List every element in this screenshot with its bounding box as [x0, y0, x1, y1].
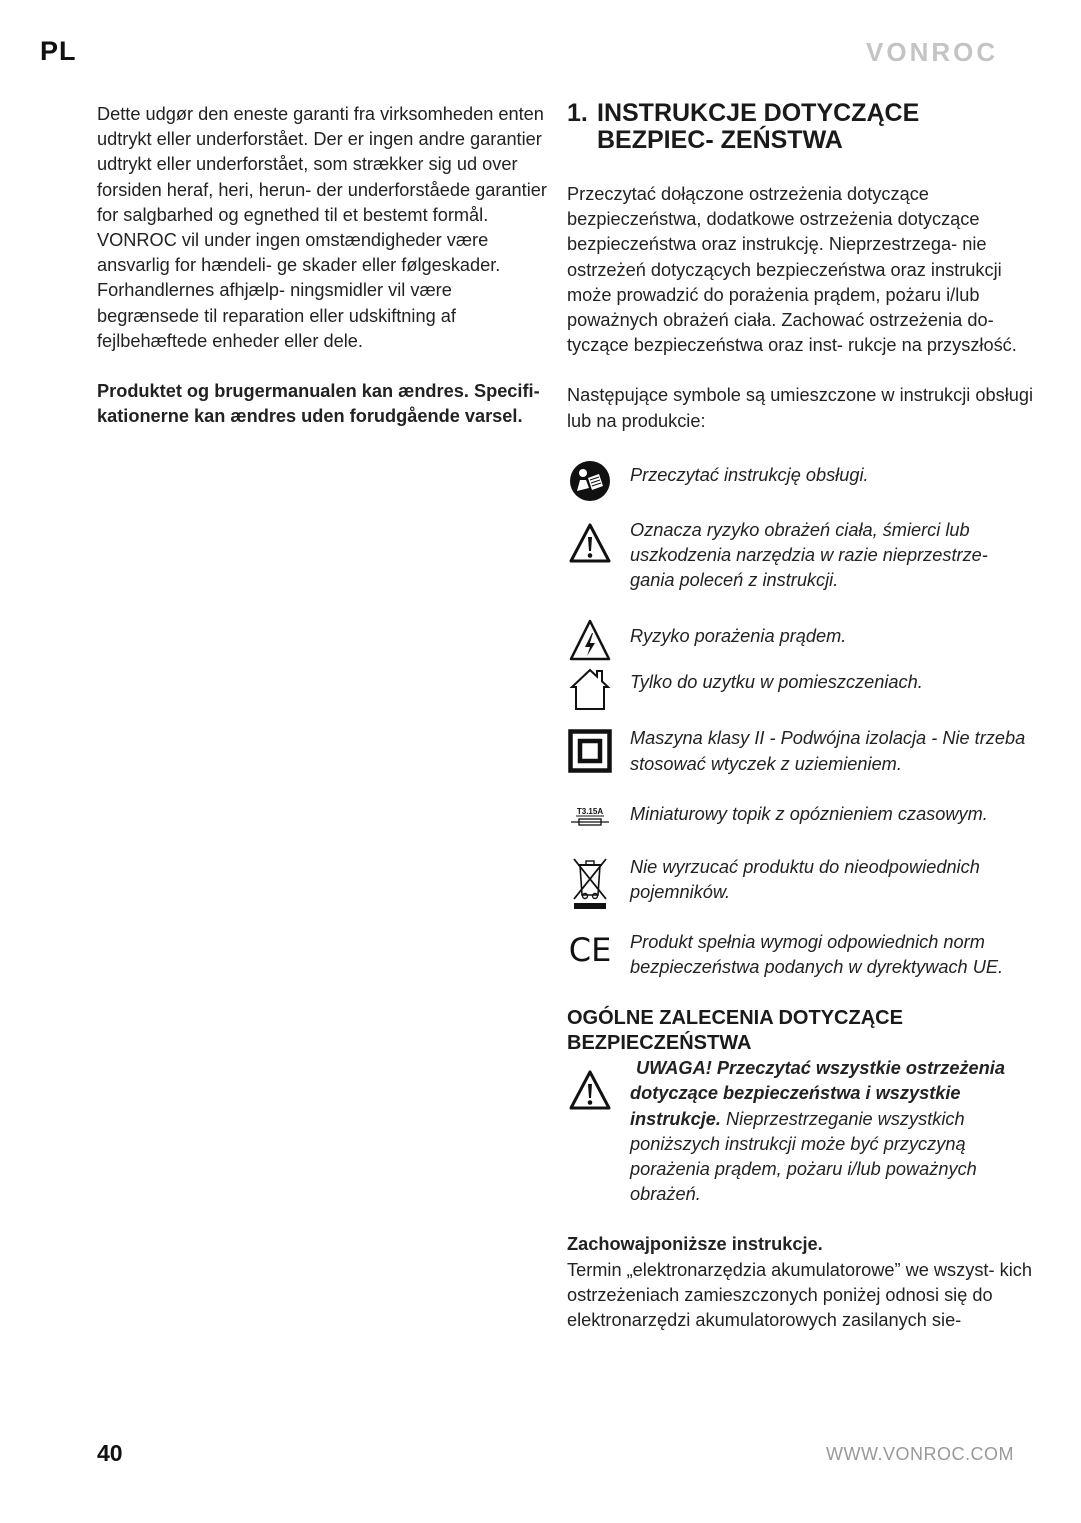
symbol-row	[567, 518, 1037, 594]
svg-text:T3.15A: T3.15A	[576, 806, 604, 816]
symbol-row	[567, 666, 1037, 712]
symbol-text: Produkt spełnia wymogi odpowiednich norm bezpieczeństwa podanych w dyrektywach UE.	[630, 931, 1004, 978]
warning-block	[567, 1056, 1037, 1207]
symbol-row	[567, 930, 1037, 980]
warranty-paragraph: Dette udgør den eneste garanti fra virksomheden enten udtrykt eller underforstået. Der er ingen andre garantier udtrykt eller underforstået, som strækker sig ud over forsiden heraf, heri, herun- der underforståede garantier for salgbarhed og egnethed til et bestemt formål. VONROC vil under ingen omstændigheder være ansvarlig for hændeli- ge skader eller følgeskader. Forhandlernes afhjælp- ningsmidler vil være begrænsede til reparation eller udskiftning af fejlbehæftede enheder eller dele.	[97, 104, 547, 351]
symbol-text: Oznacza ryzyko obrażeń ciała, śmierci lub uszkodzenia narzędzia w razie nieprzestrze- gania poleceń z instrukcji.	[630, 519, 988, 591]
warning-bold: UWAGA! Przeczytać wszystkie ostrzeżenia dotyczące bezpieczeństwa i wszystkie instrukcje.	[630, 1058, 1005, 1129]
left-column	[97, 102, 552, 429]
symbol-row	[567, 726, 1037, 776]
svg-text:CE: CE	[568, 932, 612, 965]
symbol-text: Miniaturowy topik z opóznieniem czasowym.	[630, 803, 988, 824]
symbol-row	[567, 855, 1037, 911]
weee-bin-icon	[567, 855, 613, 911]
section-heading	[567, 100, 1037, 154]
symbol-text: Ryzyko porażenia prądem.	[630, 626, 847, 647]
class-ii-icon	[567, 726, 613, 773]
ce-mark-icon	[567, 930, 613, 965]
symbol-text: Nie wyrzucać produktu do nieodpowiednich pojemników.	[630, 856, 980, 903]
symbol-row	[567, 802, 1037, 830]
right-column	[567, 100, 1037, 1333]
warning-triangle-icon	[567, 1056, 613, 1111]
term-paragraph: Termin „elektronarzędzia akumulatorowe” we wszyst- kich ostrzeżeniach zamieszczonych poniżej odnosi się do elektronarzędzi akumulatorowych zasilanych sie-	[567, 1259, 1032, 1331]
section-number: 1.	[567, 99, 588, 127]
read-manual-icon	[567, 460, 613, 502]
section-title: INSTRUKCJE DOTYCZĄCE BEZPIEC- ZEŃSTWA	[597, 99, 920, 154]
keep-instructions-title: Zachowajponiższe instrukcje.	[567, 1234, 823, 1255]
vonroc-logo	[866, 37, 1016, 67]
symbols-intro: Następujące symbole są umieszczone w instrukcji obsługi lub na produkcie:	[567, 385, 1034, 431]
intro-paragraph: Przeczytać dołączone ostrzeżenia dotyczące bezpieczeństwa, dodatkowe ostrzeżenia dotyczące bezpieczeństwa oraz instrukcję. Nieprzestrzega- nie ostrzeżeń dotyczących bezpieczeństwa oraz instrukcji może prowadzić do porażenia prądem, pożaru i/lub poważnych obrażeń ciała. Zachować ostrzeżenia do- tyczące bezpieczeństwa oraz inst- rukcje na przyszłość.	[567, 184, 1017, 356]
symbol-text: Przeczytać instrukcję obsługi.	[630, 464, 869, 485]
electric-shock-icon	[567, 618, 613, 662]
general-safety-heading: OGÓLNE ZALECENIA DOTYCZĄCE BEZPIECZEŃSTWA	[567, 1007, 903, 1055]
warning-rest: Nieprzestrzeganie wszystkich poniższych instrukcji może być przyczyną porażenia prądem, pożaru i/lub poważnych obrażeń.	[630, 1108, 977, 1205]
warning-text	[630, 1056, 1037, 1207]
indoor-use-icon	[567, 666, 613, 712]
language-code: PL	[40, 36, 77, 66]
page-number: 40	[97, 1440, 123, 1466]
fuse-icon	[567, 802, 613, 830]
notice-paragraph: Produktet og brugermanualen kan ændres. Specifi- kationerne kan ændres uden forudgående varsel.	[97, 381, 540, 427]
symbol-text: Tylko do uzytku w pomieszczeniach.	[630, 672, 923, 693]
warning-triangle-icon	[567, 518, 613, 564]
website-url: WWW.VONROC.COM	[826, 1444, 1014, 1464]
svg-text:VONROC: VONROC	[866, 37, 999, 67]
symbol-row	[567, 618, 1037, 662]
symbol-text: Maszyna klasy II - Podwójna izolacja - Nie trzeba stosować wtyczek z uziemieniem.	[630, 728, 1026, 774]
symbol-row	[567, 460, 1037, 502]
